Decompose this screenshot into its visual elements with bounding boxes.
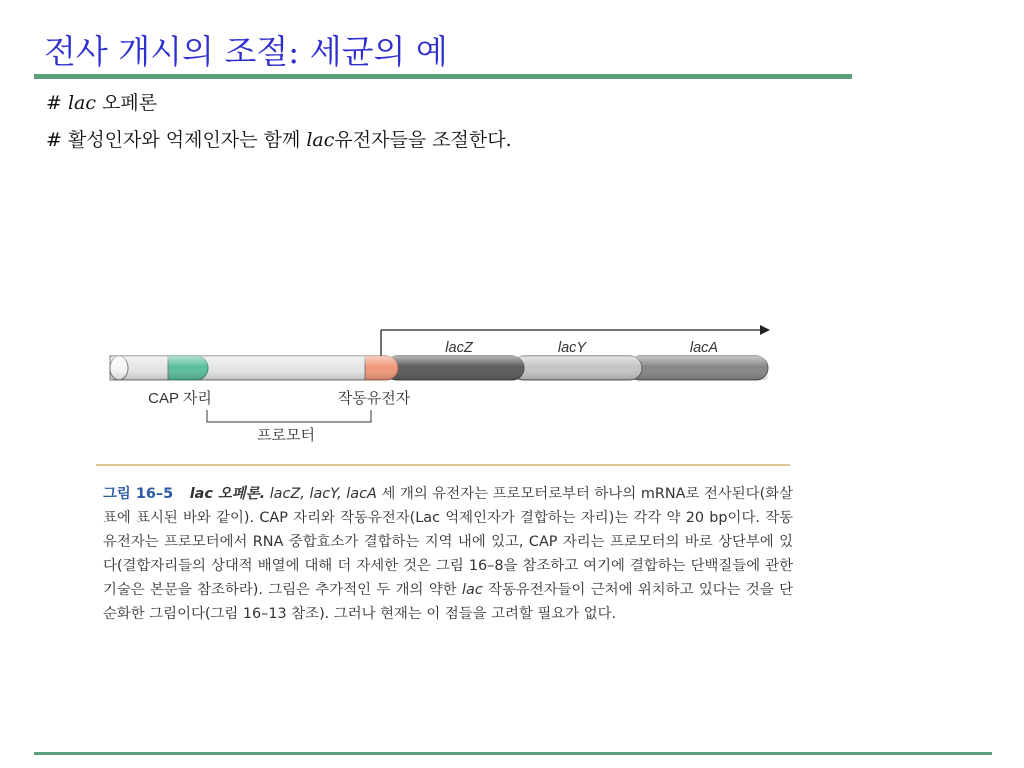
promoter-label: 프로모터 (257, 427, 315, 444)
slide-title: 전사 개시의 조절: 세균의 예 (44, 32, 448, 71)
lac-operon-diagram (100, 318, 780, 458)
gene-label-lacA: lacA (689, 340, 719, 356)
transcription-arrowhead-icon (760, 325, 770, 335)
gene-label-lacZ: lacZ (445, 340, 473, 356)
figure-caption (103, 482, 793, 626)
bullet-marker: # (46, 92, 62, 114)
bottom-rule (34, 752, 992, 755)
bullet-text: 유전자들을 조절한다. (334, 129, 512, 151)
caption-text: 작동유전자들이 근처에 위치하고 있다는 것을 단순화한 그림이다(그림 16–13 참조). 그러나 현재는 이 점들을 고려할 필요가 없다. (103, 582, 793, 622)
caption-text-italic: lacZ, lacY, lacA (269, 486, 377, 502)
bullet-text-italic: lac (67, 92, 97, 114)
caption-separator (96, 464, 790, 466)
cap-site-label: CAP 자리 (148, 390, 212, 407)
promoter-bracket (207, 410, 371, 422)
bullet-text: 오페론 (96, 92, 158, 114)
operator-label: 작동유전자 (337, 390, 411, 407)
bullet-text: 활성인자와 억제인자는 함께 (67, 129, 307, 151)
bullet-item (46, 90, 512, 117)
bullet-marker: # (46, 129, 62, 151)
dna-shading (110, 356, 768, 380)
caption-text-italic: lac (462, 582, 483, 598)
bullet-list (46, 90, 512, 164)
bullet-item (46, 127, 512, 154)
figure-title: lac 오페론. (189, 486, 266, 502)
bullet-text-italic: lac (306, 129, 335, 151)
caption-text: 세 개의 유전자는 프로모터로부터 하나의 mRNA로 전사된다(화살표에 표시된 바와 같이). CAP 자리와 작동유전자(Lac 억제인자가 결합하는 자리)는 각각 약 20 bp이다. 작동유전자는 프로모터에서 RNA 중합효소가 결합하는 지역 내에 있고, CAP 자리는 프로모터의 바로 상단부에 있다(결합자리들의 상대적 배열에 대해 더 자세한 것은 그림 16–8을 참조하고 여기에 결합하는 단백질들에 관한 기술은 본문을 참조하라). 그림은 추가적인 두 개의 약한 (103, 486, 793, 598)
title-underline (34, 74, 852, 79)
gene-label-lacY: lacY (557, 340, 587, 356)
figure-number: 그림 16–5 (103, 486, 174, 502)
